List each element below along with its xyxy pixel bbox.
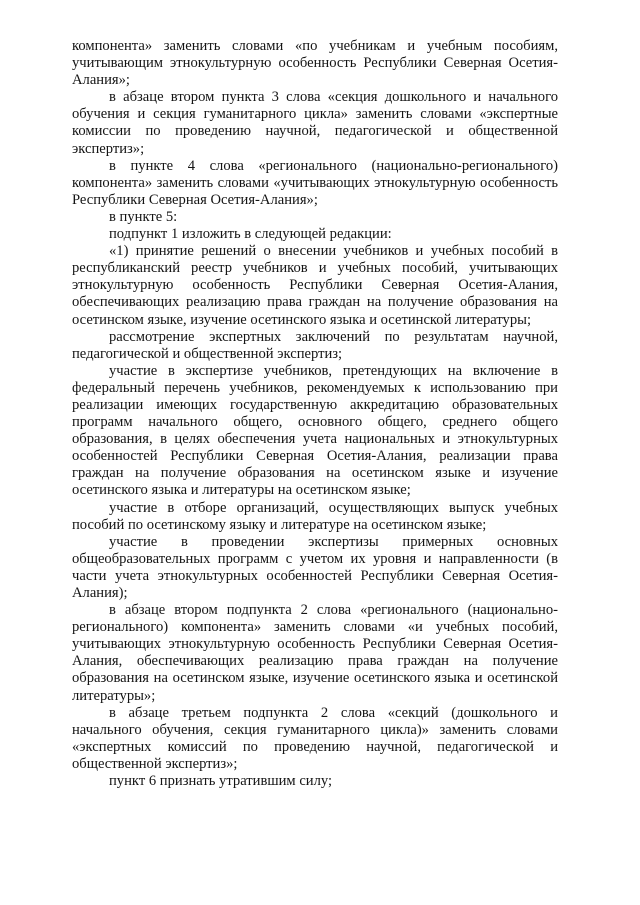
paragraph-10: участие в проведении экспертизы примерных основных общеобразовательных программ с учетом их уровня и направленности (в части учета этнокультурных особенностей Республики Северная Осетия-Алания);	[72, 533, 558, 601]
paragraph-7: рассмотрение экспертных заключений по результатам научной, педагогической и общественной экспертиз;	[72, 328, 558, 362]
paragraph-12: в абзаце третьем подпункта 2 слова «секций (дошкольного и начального обучения, секция гуманитарного цикла)» заменить словами «экспертных комиссий по проведению научной, педагогической и общественной экспертиз»;	[72, 704, 558, 772]
paragraph-8: участие в экспертизе учебников, претендующих на включение в федеральный перечень учебников, рекомендуемых к использованию при реализации имеющих государственную аккредитацию образовательных программ начального общего, основного общего, среднего общего образования, в целях обеспечения учета национальных и этнокультурных особенностей Республики Северная Осетия-Алания, реализации права граждан на получение образования на осетинском языке и изучение осетинского языка и литературы на осетинском языке;	[72, 362, 558, 499]
paragraph-2: в абзаце втором пункта 3 слова «секция дошкольного и начального обучения и секция гуманитарного цикла» заменить словами «экспертные комиссии по проведению научной, педагогической и общественной экспертиз»;	[72, 89, 558, 157]
paragraph-6: «1) принятие решений о внесении учебников и учебных пособий в республиканский реестр учебников и учебных пособий, учитывающих этнокультурную особенность Республики Северная Осетия-Алания, обеспечивающих реализацию права граждан на получение образования на осетинском языке, изучение осетинского языка и осетинской литературы;	[72, 243, 558, 328]
paragraph-4: в пункте 5:	[109, 208, 178, 225]
paragraph-3: в пункте 4 слова «регионального (национально-регионального) компонента» заменить словами «учитывающих этнокультурную особенность Республики Северная Осетия-Алания»;	[72, 157, 558, 208]
paragraph-9: участие в отборе организаций, осуществляющих выпуск учебных пособий по осетинскому языку и литературе на осетинском языке;	[72, 499, 558, 533]
paragraph-13: пункт 6 признать утратившим силу;	[109, 773, 333, 790]
paragraph-5: подпункт 1 изложить в следующей редакции:	[109, 226, 392, 243]
paragraph-11: в абзаце втором подпункта 2 слова «регионального (национально-регионального) компонента» заменить словами «и учебных пособий, учитывающих этнокультурную особенность Республики Северная Осетия-Алания, обеспечивающих реализацию права граждан на получение образования на осетинском языке, изучение осетинского языка и осетинской литературы»;	[72, 602, 558, 704]
document-page	[72, 38, 558, 790]
paragraph-1: компонента» заменить словами «по учебникам и учебным пособиям, учитывающим этнокультурную особенность Республики Северная Осетия-Алания»;	[72, 38, 558, 89]
